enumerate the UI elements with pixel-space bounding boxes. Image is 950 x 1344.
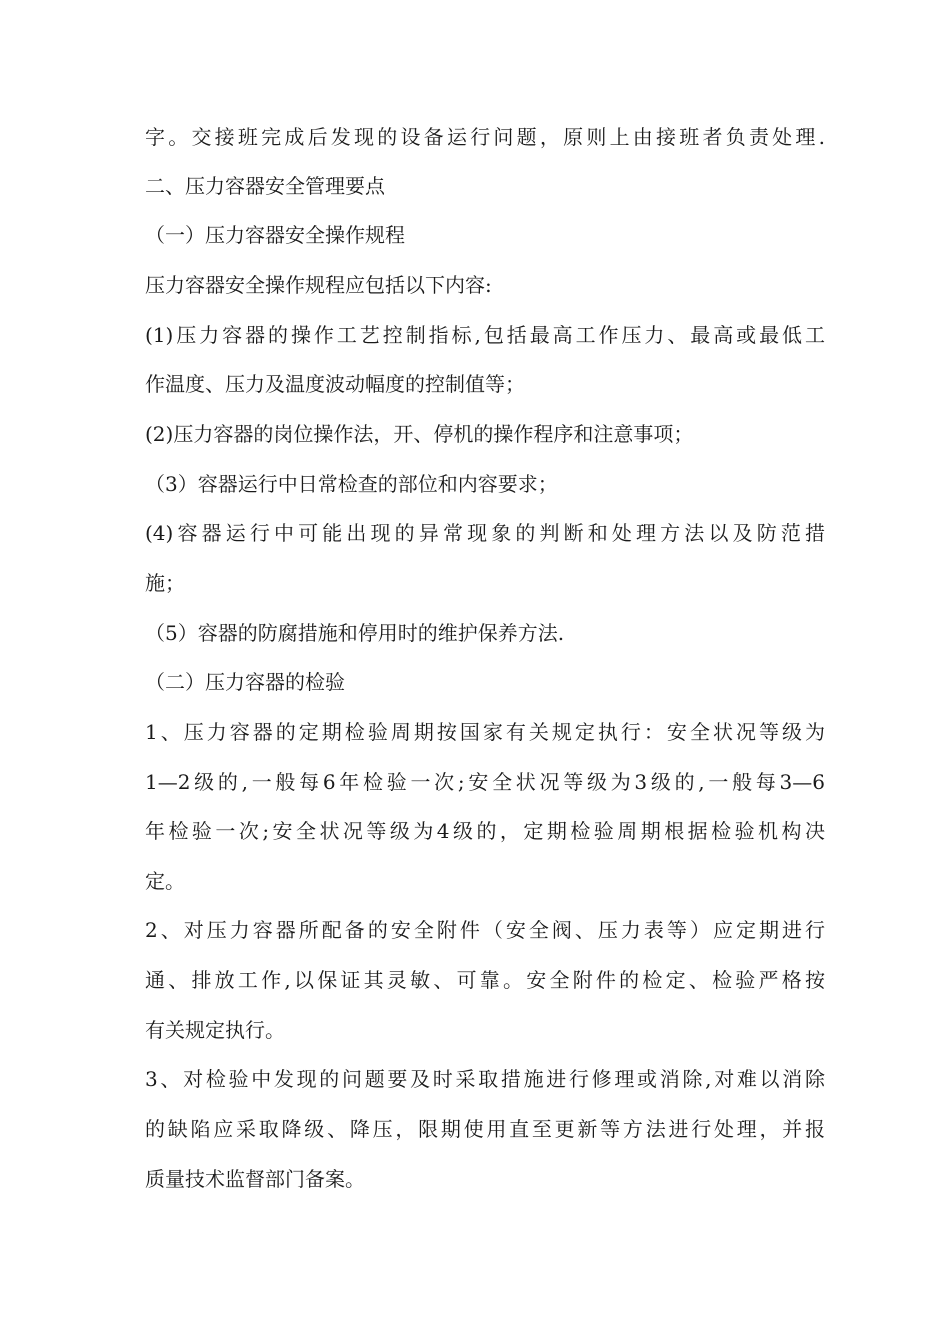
inspection-item-1-line-1: 1、压力容器的定期检验周期按国家有关规定执行：安全状况等级为 — [145, 720, 825, 744]
list-item-2: (2)压力容器的岗位操作法，开、停机的操作程序和注意事项； — [145, 422, 694, 446]
list-item-3: （3）容器运行中日常检查的部位和内容要求； — [145, 472, 558, 496]
section-heading-2: 二、压力容器安全管理要点 — [145, 174, 385, 198]
inspection-item-2-line-3: 有关规定执行。 — [145, 1018, 285, 1042]
inspection-item-1-line-4: 定。 — [145, 869, 185, 893]
subsection-heading-1: （一）压力容器安全操作规程 — [145, 223, 405, 247]
inspection-item-3-line-3: 质量技术监督部门备案。 — [145, 1167, 365, 1191]
list-item-1-line-2: 作温度、压力及温度波动幅度的控制值等； — [145, 372, 525, 396]
list-item-4-line-2: 施； — [145, 571, 185, 595]
inspection-item-1-line-2: 1—2级的,一般每6年检验一次;安全状况等级为3级的,一般每3—6 — [145, 770, 825, 794]
inspection-item-2-line-2: 通、排放工作,以保证其灵敏、可靠。安全附件的检定、检验严格按 — [145, 968, 825, 992]
list-item-4-line-1: (4)容器运行中可能出现的异常现象的判断和处理方法以及防范措 — [145, 521, 825, 545]
inspection-item-3-line-2: 的缺陷应采取降级、降压，限期使用直至更新等方法进行处理，并报 — [145, 1117, 825, 1141]
text-line-intro: 压力容器安全操作规程应包括以下内容: — [145, 273, 492, 297]
inspection-item-3-line-1: 3、对检验中发现的问题要及时采取措施进行修理或消除,对难以消除 — [145, 1067, 825, 1091]
list-item-5: （5）容器的防腐措施和停用时的维护保养方法. — [145, 621, 565, 645]
text-line-1: 字。交接班完成后发现的设备运行问题，原则上由接班者负责处理. — [145, 125, 825, 149]
inspection-item-2-line-1: 2、对压力容器所配备的安全附件（安全阀、压力表等）应定期进行 — [145, 918, 825, 942]
list-item-1-line-1: (1)压力容器的操作工艺控制指标,包括最高工作压力、最高或最低工 — [145, 323, 825, 347]
subsection-heading-2: （二）压力容器的检验 — [145, 670, 345, 694]
inspection-item-1-line-3: 年检验一次;安全状况等级为4级的，定期检验周期根据检验机构决 — [145, 819, 825, 843]
